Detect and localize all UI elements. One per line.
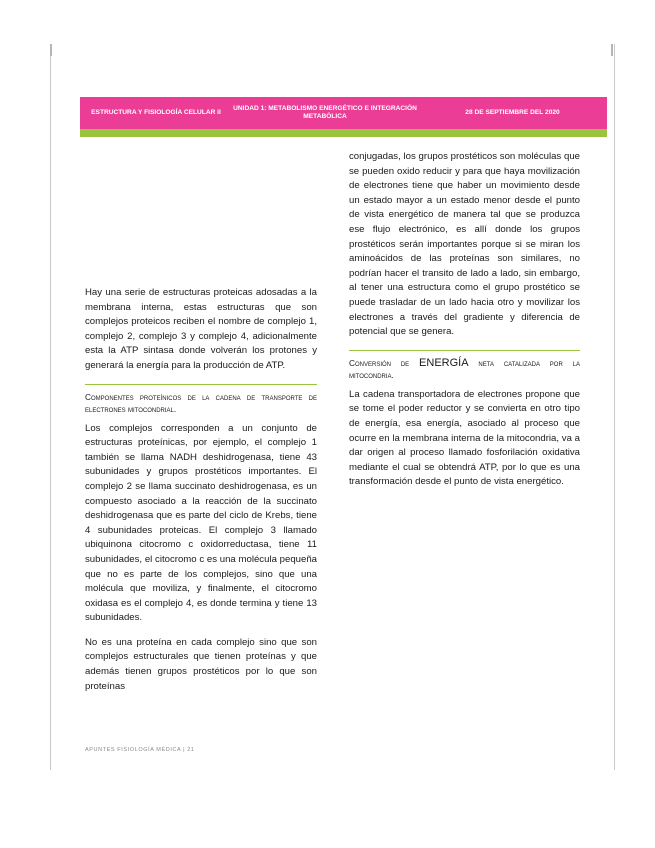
paragraph-intro: Hay una serie de estructuras proteicas adosadas a la membrana interna, estas estructuras que son complejos proteicos reciben el nombre de complejo 1, complejo 2, complejo 3 y complejo 4, adicionalmente esta la ATP sintasa donde volverán los protones y generará la energía para la producción de ATP. — [85, 287, 317, 371]
section-rule — [349, 350, 580, 351]
page-footer: APUNTES FISIOLOGÍA MÉDICA | 21 — [85, 747, 195, 753]
header-accent-bar — [80, 129, 607, 137]
header-course-title: ESTRUCTURA Y FISIOLOGÍA CELULAR II — [91, 109, 221, 116]
section-heading-components: Componentes proteínicos de la cadena de transporte de electrones mitocondrial. — [85, 391, 317, 414]
paragraph-complexes: Los complejos corresponden a un conjunto de estructuras proteínicas, por ejemplo, el complejo 1 también se llama NADH deshidrogenasa, tiene 43 subunidades y grupos prostéticos importantes. El complejo 2 se llama succinato deshidrogenasa, es un compuesto asociado a la reacción de la succinato deshidrogenasa que es parte del ciclo de Krebs, tiene 4 subunidades proteicas. El complejo 3 llamado ubiquinona citocromo c oxidorreductasa, tiene 11 subunidades, el citocromo c es una molécula pequeña que no es parte de los complejos, sino que una molécula que moviliza, y finalmente, el citocromo oxidasa es el complejo 4, es donde termina y tiene 13 subunidades. — [85, 422, 317, 624]
header-unit-title: UNIDAD 1: METABOLISMO ENERGÉTICO E INTEGRACIÓN METABÓLICA — [233, 105, 417, 120]
header-date: 28 DE SEPTIEMBRE DEL 2020 — [465, 109, 560, 116]
left-column — [85, 286, 317, 704]
section-rule — [85, 384, 317, 385]
page-edge-left — [50, 44, 52, 56]
paragraph-conjugated: conjugadas, los grupos prostéticos son moléculas que se pueden oxido reducir y para que haya movilización de electrones tiene que haber un movimiento desde un estado mayor a un estado menor desde el punto de vista energético de manera tal que se produzca ese flujo electrónico, es allí donde los grupos prostéticos serán importantes porque si se miran los aminoácidos de las proteínas son similares, no podrían hacer el transito de lado a lado, sin embargo, al tener una estructura como el grupo prostético se puede trasladar de un lado hacia otro y movilizar los electrones a través del gradiente y diferencia de potencial que se genera. — [349, 151, 580, 338]
right-column — [349, 150, 580, 500]
paragraph-prosthetic: No es una proteína en cada complejo sino que son complejos estructurales que tienen proteínas y que además tienen grupos prostéticos por lo que son proteínas — [85, 636, 317, 692]
page-edge-right — [611, 44, 613, 56]
paragraph-transport-chain: La cadena transportadora de electrones propone que se tome el poder reductor y se convierta en otro tipo de energía, esa energía, asociado al proceso que ocurre en la membrana interna de la mitocondria, va a dar origen al proceso llamado fosforilación oxidativa mediante el cual se obtendrá ATP, por lo que es una transformación desde el punto de vista energético. — [349, 388, 580, 488]
heading-energy-word: ENERGÍA — [419, 356, 469, 369]
heading-part-1: Conversión de — [349, 357, 410, 368]
section-heading-energy — [349, 357, 580, 381]
page-header — [80, 97, 607, 129]
heading-part-2: neta catalizada por la mitocondria. — [349, 357, 580, 380]
